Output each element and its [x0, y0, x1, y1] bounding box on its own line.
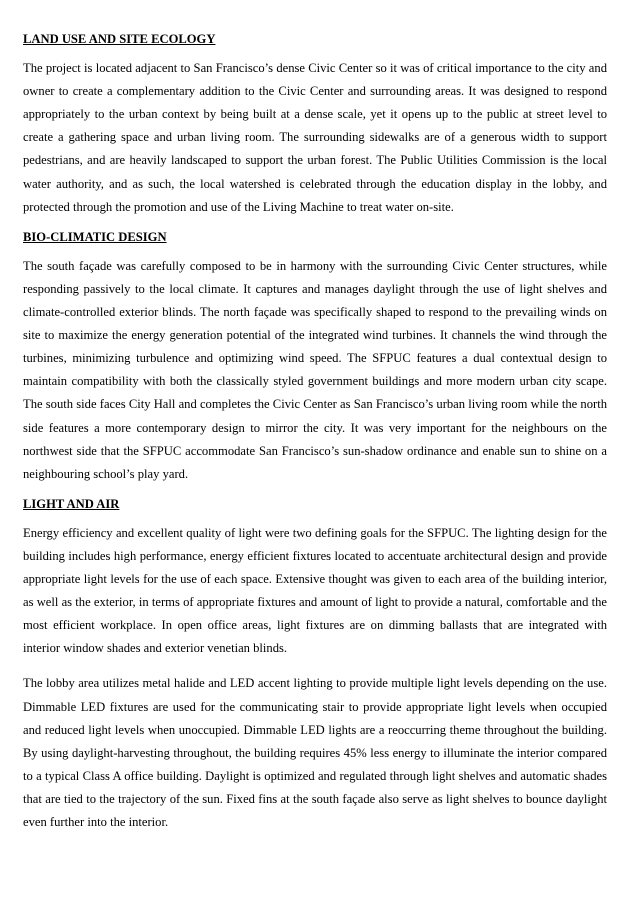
- section-paragraph: The lobby area utilizes metal halide and LED accent lighting to provide multiple light levels depending on the use. Dimmable LED fixtures are used for the communicating stair to provide appropriate light levels when occupied and reduced light levels when unoccupied. Dimmable LED lights are a reoccurring theme throughout the building. By using daylight-harvesting throughout, the building requires 45% less energy to illuminate the interior compared to a typical Class A office building. Daylight is optimized and regulated through light shelves and automatic shades that are tied to the trajectory of the sun. Fixed fins at the south façade also serve as light shelves to bounce daylight even further into the interior.: [23, 676, 607, 829]
- section-paragraph: The south façade was carefully composed to be in harmony with the surrounding Civic Center structures, while responding passively to the local climate. It captures and manages daylight through the use of light shelves and climate-controlled exterior blinds. The north façade was specifically shaped to respond to the prevailing winds on site to maximize the energy generation potential of the integrated wind turbines. It channels the wind through the turbines, minimizing turbulence and optimizing wind speed. The SFPUC features a dual contextual design to maintain compatibility with both the classically styled government buildings and more modern urban city scape. The south side faces City Hall and completes the Civic Center as San Francisco’s urban living room while the north side features a more contemporary design to mirror the city. It was very important for the neighbours on the northwest side that the SFPUC accommodate San Francisco’s sun-shadow ordinance and enable sun to shine on a neighbouring school’s play yard.: [23, 258, 607, 481]
- section-bio-climatic: [23, 226, 607, 486]
- section-paragraph: The project is located adjacent to San Francisco’s dense Civic Center so it was of critical importance to the city and owner to create a complementary addition to the Civic Center and surrounding areas. It was designed to respond appropriately to the urban context by being built at a dense scale, yet it opens up to the public at street level to create a gathering space and urban living room. The surrounding sidewalks are of a generous width to support pedestrians, and are heavily landscaped to support the urban forest. The Public Utilities Commission is the local water authority, and as such, the local watershed is celebrated through the education display in the lobby, and protected through the promotion and use of the Living Machine to treat water on-site.: [23, 61, 607, 214]
- section-paragraph: Energy efficiency and excellent quality of light were two defining goals for the SFPUC. The lighting design for the building includes high performance, energy efficient fixtures located to accentuate architectural design and provide appropriate light levels for the use of each space. Extensive thought was given to each area of the building interior, as well as the exterior, in terms of appropriate fixtures and amount of light to provide a natural, comfortable and the most efficient workplace. In open office areas, light fixtures are on dimming ballasts that are integrated with interior window shades and exterior venetian blinds.: [23, 525, 607, 656]
- section-heading: LAND USE AND SITE ECOLOGY: [23, 32, 216, 46]
- section-land-use: [23, 28, 607, 219]
- document-page: [23, 28, 607, 841]
- section-heading: LIGHT AND AIR: [23, 496, 120, 511]
- section-light-and-air: [23, 493, 607, 834]
- section-heading: BIO-CLIMATIC DESIGN: [23, 229, 167, 244]
